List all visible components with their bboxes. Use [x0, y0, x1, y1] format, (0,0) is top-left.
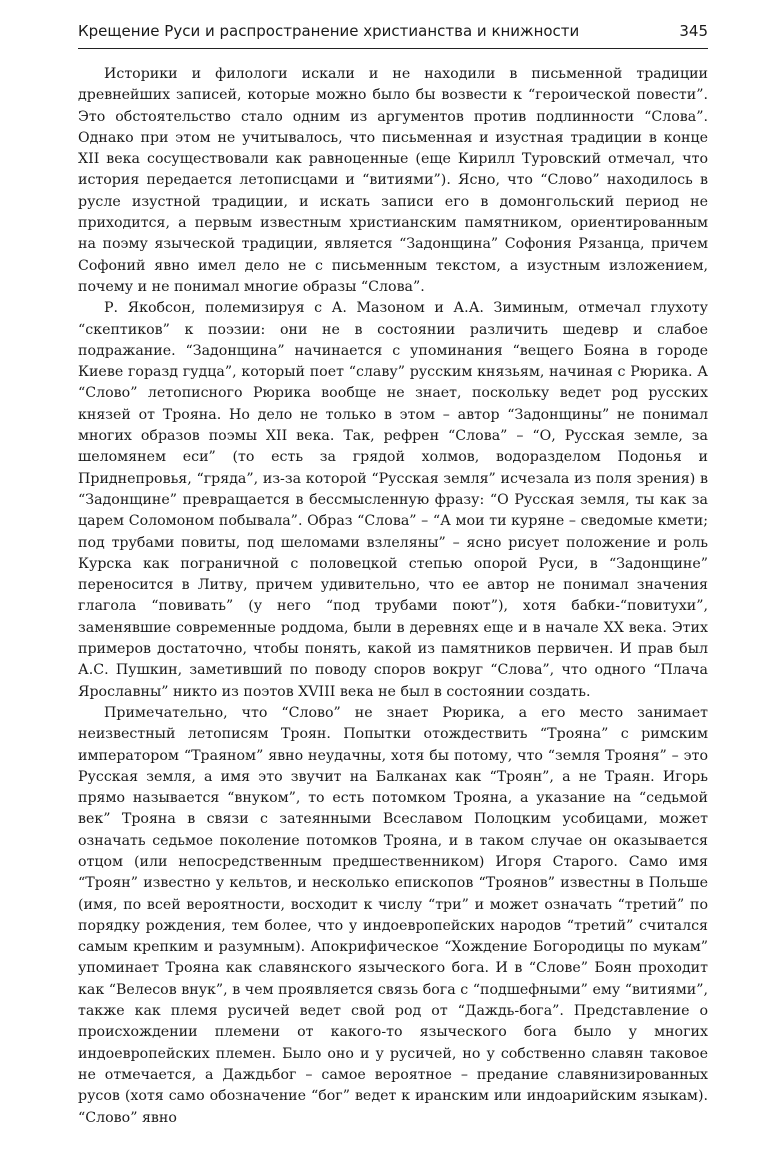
running-title: Крещение Руси и распространение христианства и книжности — [78, 22, 580, 40]
paragraph: Примечательно, что “Слово” не знает Рюрика, а его место занимает неизвестный летописям Троян. Попытки отождествить “Трояна” с римским императором “Траяном” явно неудачны, хотя бы потому, что “земля Трояня” – это Русская земля, а имя это звучит на Балканах как “Троян”, а не Траян. Игорь прямо называется “внуком”, то есть потомком Трояна, а указание на “седьмой век” Трояна в связи с затеянными Всеславом Полоцким усобицами, может означать седьмое поколение потомков Трояна, и в таком случае он оказывается отцом (или непосредственным предшественником) Игоря Старого. Само имя “Троян” известно у кельтов, и несколько епископов “Троянов” известны в Польше (имя, по всей вероятности, восходит к числу “три” и может означать “третий” по порядку рождения, тем более, что у индоевропейских народов “третий” считался самым крепким и разумным). Апокрифическое “Хождение Богородицы по мукам” упоминает Трояна как славянского языческого бога. И в “Слове” Боян проходит как “Велесов внук”, в чем проявляется связь бога с “подшефными” ему “витиями”, также как племя русичей ведет свой род от “Даждь-бога”. Представление о происхождении племени от какого-то языческого бога было у многих индоевропейских племен. Было оно и у русичей, но у собственно славян таковое не отмечается, а Даждьбог – самое вероятное – предание славянизированных русов (хотя само обозначение “бог” ведет к иранским или индоарийским языкам). “Слово” явно — [78, 704, 708, 1126]
page-number: 345 — [679, 22, 708, 40]
paragraph: Р. Якобсон, полемизируя с А. Мазоном и А.А. Зиминым, отмечал глухоту “скептиков” к поэзии: они не в состоянии различить шедевр и слабое подражание. “Задонщина” начинается с упоминания “вещего Бояна в городе Киеве горазд гудца”, который поет “славу” русским князьям, начиная с Рюрика. А “Слово” летописного Рюрика вообще не знает, поскольку ведет род русских князей от Трояна. Но дело не только в этом – автор “Задонщины” не понимал многих образов поэмы XII века. Так, рефрен “Слова” – “О, Русская земле, за шеломянем еси” (то есть за грядой холмов, водоразделом Подонья и Приднепровья, “гряда”, из-за которой “Русская земля” исчезала из поля зрения) в “Задонщине” превращается в бессмысленную фразу: “О Русская земля, ты как за царем Соломоном побывала”. Образ “Слова” – “А мои ти куряне – сведомые кмети; под трубами повиты, под шеломами взлеляны” – ясно рисует положение и роль Курска как пограничной с половецкой степью опорой Руси, в “Задонщине” переносится в Литву, причем удивительно, что ее автор не понимал значения глагола “повивать” (у него “под трубами поют”), хотя бабки-“повитухи”, заменявшие современные роддома, были в деревнях еще и в начале XX века. Этих примеров достаточно, чтобы понять, какой из памятников первичен. И прав был А.С. Пушкин, заметивший по поводу споров вокруг “Слова”, что одного “Плача Ярославны” никто из поэтов XVIII века не был в состоянии создать. — [78, 300, 708, 700]
running-head — [78, 14, 708, 49]
paragraph: Историки и филологи искали и не находили в письменной традиции древнейших записей, которые можно было бы возвести к “героической повести”. Это обстоятельство стало одним из аргументов против подлинности “Слова”. Однако при этом не учитывалось, что письменная и изустная традиции в конце XII века сосуществовали как равноценные (еще Кирилл Туровский отмечал, что история передается летописцами и “витиями”). Ясно, что “Слово” находилось в русле изустной традиции, и искать записи его в домонгольский период не приходится, а первым известным христианским памятником, ориентированным на поэму языческой традиции, является “Задонщина” Софония Рязанца, причем Софоний явно имел дело не с письменным текстом, а изустным изложением, почему и не понимал многие образы “Слова”. — [78, 66, 708, 295]
body-text — [78, 64, 708, 1129]
